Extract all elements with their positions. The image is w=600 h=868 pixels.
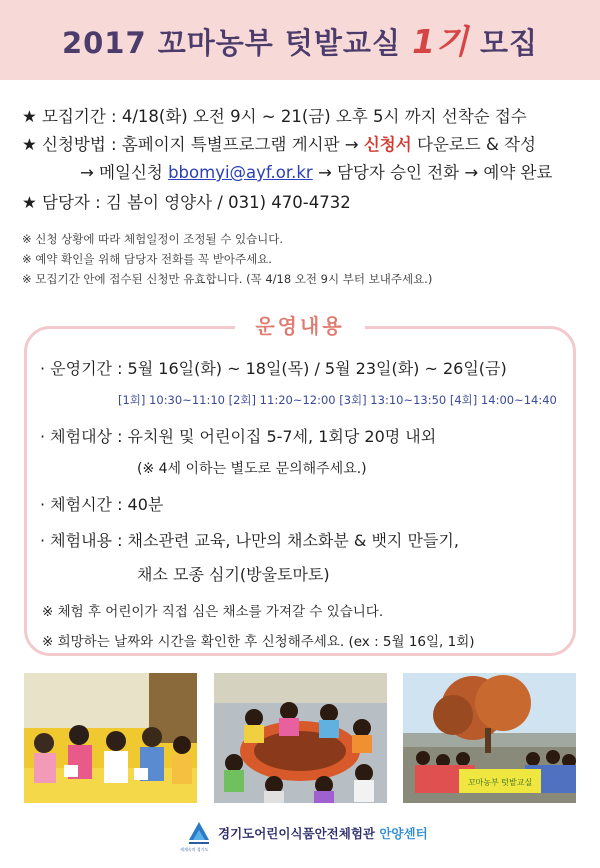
target-note: (※ 4세 이하는 별도로 문의해주세요.) xyxy=(137,461,367,477)
application-form-label: 신청서 xyxy=(363,135,412,154)
gyeonggi-logo-icon xyxy=(185,818,213,848)
org-name: 경기도어린이식품안전체험관 xyxy=(218,826,375,841)
operation-note: ※ 체험 후 어린이가 직접 심은 채소를 가져갈 수 있습니다. xyxy=(42,604,384,620)
apply-method-end: 다운로드 & 작성 xyxy=(416,135,536,154)
apply-method-text: ★ 신청방법 : 홈페이지 특별프로그램 게시판 → xyxy=(22,135,359,154)
title-end: 모집 xyxy=(480,26,539,60)
footer-org xyxy=(218,824,428,842)
experience-content-2: 채소 모종 심기(방울토마토) xyxy=(137,565,330,584)
approval-text: → 담당자 승인 전화 → 예약 완료 xyxy=(317,163,553,182)
operation-note: ※ 희망하는 날짜와 시간을 확인한 후 신청해주세요. (ex : 5월 16일, 1회) xyxy=(42,634,475,650)
note-item: ※ 모집기간 안에 접수된 신청만 유효합니다. (꼭 4/18 오전 9시 부터 보내주세요.) xyxy=(22,272,433,286)
center-name: 안양센터 xyxy=(379,826,428,841)
page-title xyxy=(0,16,600,63)
photo-classroom xyxy=(24,673,197,803)
session-schedule: [1회] 10:30~11:10 [2회] 11:20~12:00 [3회] 13:10~13:50 [4회] 14:00~14:40 xyxy=(118,393,557,407)
apply-method-2 xyxy=(80,159,552,183)
operation-period: · 운영기간 : 5월 16일(화) ~ 18일(목) / 5월 23일(화) ~ 26일(금) xyxy=(40,359,507,378)
mail-apply-text: → 메일신청 xyxy=(80,163,163,182)
title-accent: 1기 xyxy=(412,22,469,61)
email-link[interactable]: bbomyi@ayf.or.kr xyxy=(168,163,313,182)
contact-person: ★ 담당자 : 김 봄이 영양사 / 031) 470-4732 xyxy=(22,193,351,212)
experience-time: · 체험시간 : 40분 xyxy=(40,495,164,514)
note-item: ※ 예약 확인을 위해 담당자 전화를 꼭 받아주세요. xyxy=(22,252,272,266)
logo-caption: 세계속의 경기도 xyxy=(180,847,209,852)
apply-method xyxy=(22,131,536,155)
photo-group xyxy=(403,673,576,803)
operation-title: 운영내용 xyxy=(235,311,365,341)
experience-content: · 체험내용 : 채소관련 교육, 나만의 채소화분 & 뱃지 만들기, xyxy=(40,531,459,550)
banner-text: 꼬마농부 텃밭교실 xyxy=(467,778,533,787)
target-audience: · 체험대상 : 유치원 및 어린이집 5-7세, 1회당 20명 내외 xyxy=(40,427,437,446)
photo-activity xyxy=(214,673,387,803)
title-main: 2017 꼬마농부 텃밭교실 xyxy=(61,26,401,60)
recruit-period: ★ 모집기간 : 4/18(화) 오전 9시 ~ 21(금) 오후 5시 까지 선착순 접수 xyxy=(22,107,527,126)
note-item: ※ 신청 상황에 따라 체험일정이 조정될 수 있습니다. xyxy=(22,232,284,246)
